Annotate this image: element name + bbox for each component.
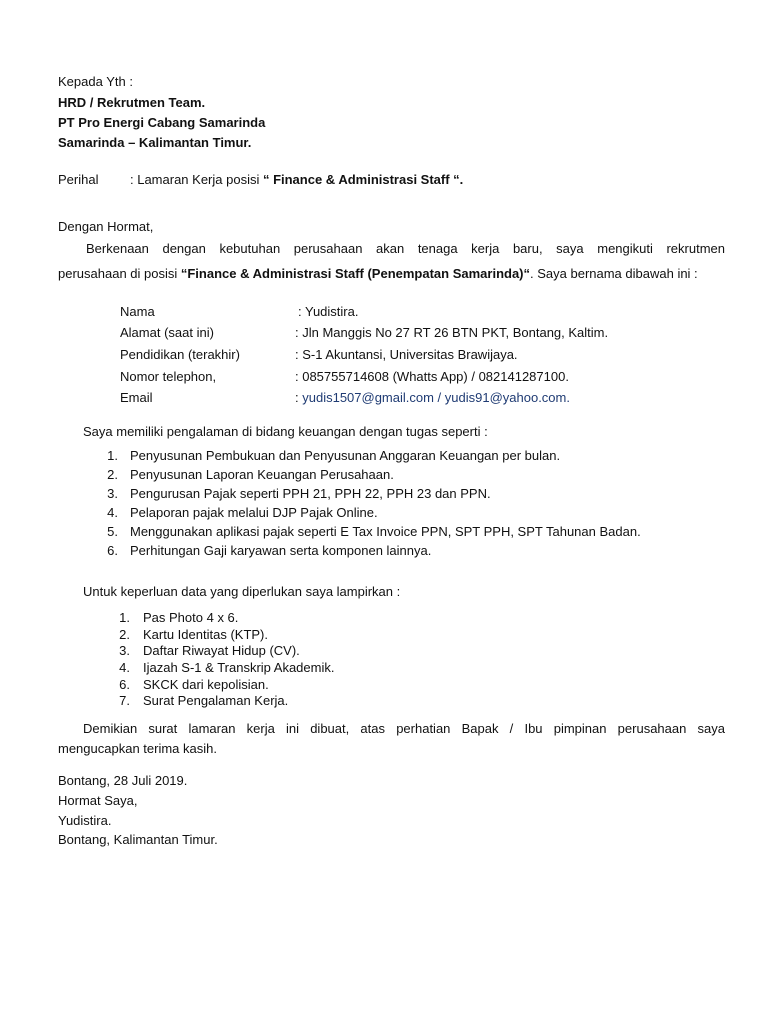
subject-value: : Lamaran Kerja posisi “ Finance & Administrasi Staff “. — [130, 172, 464, 187]
experience-number: 3. — [107, 486, 118, 501]
attachment-number: 6. — [119, 677, 130, 692]
closing-paragraph-line-2: mengucapkan terima kasih. — [58, 741, 217, 756]
recipient-line-2: PT Pro Energi Cabang Samarinda — [58, 115, 266, 130]
attachment-number: 1. — [119, 610, 130, 625]
attachment-number: 2. — [119, 627, 130, 642]
signature-regards: Hormat Saya, — [58, 793, 138, 808]
signature-name: Yudistira. — [58, 813, 112, 828]
signature-date: Bontang, 28 Juli 2019. — [58, 773, 188, 788]
experience-intro: Saya memiliki pengalaman di bidang keuangan dengan tugas seperti : — [83, 424, 488, 439]
closing-paragraph-line-1: Demikian surat lamaran kerja ini dibuat, atas perhatian Bapak / Ibu pimpinan perusahaan saya — [83, 721, 725, 736]
subject-label: Perihal — [58, 172, 99, 187]
attachment-item: Surat Pengalaman Kerja. — [143, 693, 289, 708]
experience-number: 1. — [107, 448, 118, 463]
opening-paragraph-line-2: perusahaan di posisi “Finance & Administrasi Staff (Penempatan Samarinda)“. Saya bernama dibawah ini : — [58, 266, 698, 281]
experience-number: 6. — [107, 543, 118, 558]
experience-number: 4. — [107, 505, 118, 520]
attachment-item: Pas Photo 4 x 6. — [143, 610, 239, 625]
attachment-number: 4. — [119, 660, 130, 675]
experience-number: 2. — [107, 467, 118, 482]
recipient-line-1: HRD / Rekrutmen Team. — [58, 95, 206, 110]
email-link[interactable]: yudis1507@gmail.com / yudis91@yahoo.com. — [302, 390, 570, 405]
attachment-item: Kartu Identitas (KTP). — [143, 627, 268, 642]
signature-place: Bontang, Kalimantan Timur. — [58, 832, 218, 847]
profile-value-phone: : 085755714608 (Whatts App) / 082141287100. — [295, 369, 569, 384]
profile-label-education: Pendidikan (terakhir) — [120, 347, 240, 362]
profile-label-phone: Nomor telephon, — [120, 369, 217, 384]
experience-number: 5. — [107, 524, 118, 539]
experience-item: Perhitungan Gaji karyawan serta komponen lainnya. — [130, 543, 432, 558]
profile-label-address: Alamat (saat ini) — [120, 325, 214, 340]
attachment-number: 7. — [119, 693, 130, 708]
profile-value-email: : yudis1507@gmail.com / yudis91@yahoo.com. — [295, 390, 570, 405]
profile-value-education: : S-1 Akuntansi, Universitas Brawijaya. — [295, 347, 518, 362]
experience-item: Pelaporan pajak melalui DJP Pajak Online. — [130, 505, 378, 520]
experience-item: Menggunakan aplikasi pajak seperti E Tax Invoice PPN, SPT PPH, SPT Tahunan Badan. — [130, 524, 641, 539]
profile-label-email: Email — [120, 390, 153, 405]
experience-item: Penyusunan Pembukuan dan Penyusunan Anggaran Keuangan per bulan. — [130, 448, 561, 463]
experience-item: Pengurusan Pajak seperti PPH 21, PPH 22, PPH 23 dan PPN. — [130, 486, 491, 501]
attachments-intro: Untuk keperluan data yang diperlukan saya lampirkan : — [83, 584, 401, 599]
attachment-item: SKCK dari kepolisian. — [143, 677, 269, 692]
salutation: Dengan Hormat, — [58, 219, 154, 234]
profile-value-name: : Yudistira. — [298, 304, 359, 319]
recipient-greeting: Kepada Yth : — [58, 74, 133, 89]
attachment-number: 3. — [119, 643, 130, 658]
profile-label-name: Nama — [120, 304, 155, 319]
experience-item: Penyusunan Laporan Keuangan Perusahaan. — [130, 467, 394, 482]
attachment-item: Daftar Riwayat Hidup (CV). — [143, 643, 300, 658]
opening-paragraph-line-1: Berkenaan dengan kebutuhan perusahaan akan tenaga kerja baru, saya mengikuti rekrutmen — [86, 241, 725, 256]
attachment-item: Ijazah S-1 & Transkrip Akademik. — [143, 660, 335, 675]
profile-value-address: : Jln Manggis No 27 RT 26 BTN PKT, Bontang, Kaltim. — [295, 325, 609, 340]
recipient-line-3: Samarinda – Kalimantan Timur. — [58, 135, 252, 150]
